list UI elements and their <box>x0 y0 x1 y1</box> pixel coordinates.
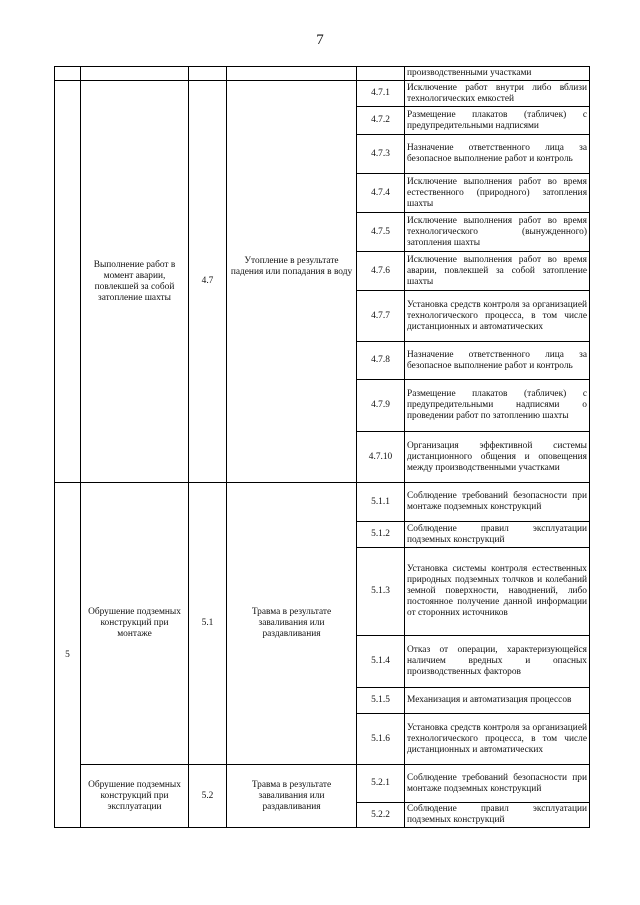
hazard-cell <box>81 67 189 81</box>
measure-code: 4.7.5 <box>357 213 405 252</box>
measure-text: Организация эффективной системы дистанционного общения и оповещения между производственными участками <box>405 432 590 483</box>
threat-text: Утопление в результате падения или попадания в воду <box>230 255 353 277</box>
measure-text: Размещение плакатов (табличек) с предупредительными надписями о проведении работ по затоплению шахты <box>405 380 590 432</box>
measure-code: 5.2.1 <box>357 765 405 803</box>
measure-code: 5.2.2 <box>357 803 405 828</box>
measure-text: Соблюдение требований безопасности при монтаже подземных конструкций <box>405 765 590 803</box>
measure-text: Отказ от операции, характеризующейся наличием вредных и опасных производственных факторов <box>405 636 590 688</box>
measure-text: Соблюдение правил эксплуатации подземных конструкций <box>405 803 590 828</box>
hazard-code-cell: 5.1 <box>189 483 227 765</box>
measure-code: 4.7.6 <box>357 252 405 291</box>
measure-code: 4.7.4 <box>357 174 405 213</box>
measure-text: Размещение плакатов (табличек) с предупредительными надписями <box>405 107 590 135</box>
measure-code: 4.7.1 <box>357 81 405 107</box>
measure-code: 4.7.2 <box>357 107 405 135</box>
hazard-code-cell <box>189 67 227 81</box>
hazard-code-cell: 5.2 <box>189 765 227 828</box>
hazard-code-cell: 4.7 <box>189 81 227 483</box>
measure-code: 5.1.5 <box>357 688 405 714</box>
threat-cell: Травма в результате заваливания или раздавливания <box>227 765 357 828</box>
hazard-cell: Обрушение подземных конструкций при эксплуатации <box>81 765 189 828</box>
threat-cell <box>227 81 357 483</box>
measure-code: 5.1.4 <box>357 636 405 688</box>
measure-code: 4.7.9 <box>357 380 405 432</box>
measure-text: Назначение ответственного лица за безопасное выполнение работ и контроль <box>405 135 590 174</box>
measure-code: 4.7.7 <box>357 291 405 342</box>
table-row <box>55 81 590 107</box>
threat-cell: Травма в результате заваливания или раздавливания <box>227 483 357 765</box>
measure-code: 4.7.10 <box>357 432 405 483</box>
measure-code: 5.1.3 <box>357 548 405 636</box>
measure-text: Механизация и автоматизация процессов <box>405 688 590 714</box>
measure-code-cell <box>357 67 405 81</box>
group-number-cell: 5 <box>55 483 81 828</box>
group-number-cell <box>55 81 81 483</box>
measure-text: Исключение выполнения работ во время естественного (природного) затопления шахты <box>405 174 590 213</box>
measure-text: Исключение работ внутри либо вблизи технологических емкостей <box>405 81 590 107</box>
measure-text: Соблюдение требований безопасности при монтаже подземных конструкций <box>405 483 590 522</box>
hazard-cell: Обрушение подземных конструкций при монтаже <box>81 483 189 765</box>
measure-text: Установка средств контроля за организацией технологического процесса, в том числе дистанционных и автоматических <box>405 291 590 342</box>
measure-text: Установка средств контроля за организацией технологического процесса, в том числе дистанционных и автоматических <box>405 714 590 765</box>
table-row <box>55 483 590 522</box>
measure-code: 4.7.3 <box>357 135 405 174</box>
hazard-cell <box>81 81 189 483</box>
hazard-text: Выполнение работ в момент аварии, повлекшей за собой затопление шахты <box>93 259 176 303</box>
measure-code: 4.7.8 <box>357 342 405 380</box>
measure-text: Исключение выполнения работ во время технологического (вынужденного) затопления шахты <box>405 213 590 252</box>
table-row <box>55 765 590 803</box>
measure-text: Назначение ответственного лица за безопасное выполнение работ и контроль <box>405 342 590 380</box>
measure-text: Исключение выполнения работ во время аварии, повлекшей за собой затопление шахты <box>405 252 590 291</box>
measure-text: производственными участками <box>405 67 590 81</box>
group-number-cell <box>55 67 81 81</box>
measure-code: 5.1.6 <box>357 714 405 765</box>
measure-code: 5.1.1 <box>357 483 405 522</box>
measure-code: 5.1.2 <box>357 522 405 548</box>
page-number: 7 <box>316 32 324 48</box>
threat-cell <box>227 67 357 81</box>
measure-text: Установка системы контроля естественных природных подземных толчков и колебаний земной поверхности, наводнений, либо постоянное получение данной информации от сторонних источников <box>405 548 590 636</box>
hazard-measures-table <box>54 66 590 828</box>
measure-text: Соблюдение правил эксплуатации подземных конструкций <box>405 522 590 548</box>
table-row <box>55 67 590 81</box>
